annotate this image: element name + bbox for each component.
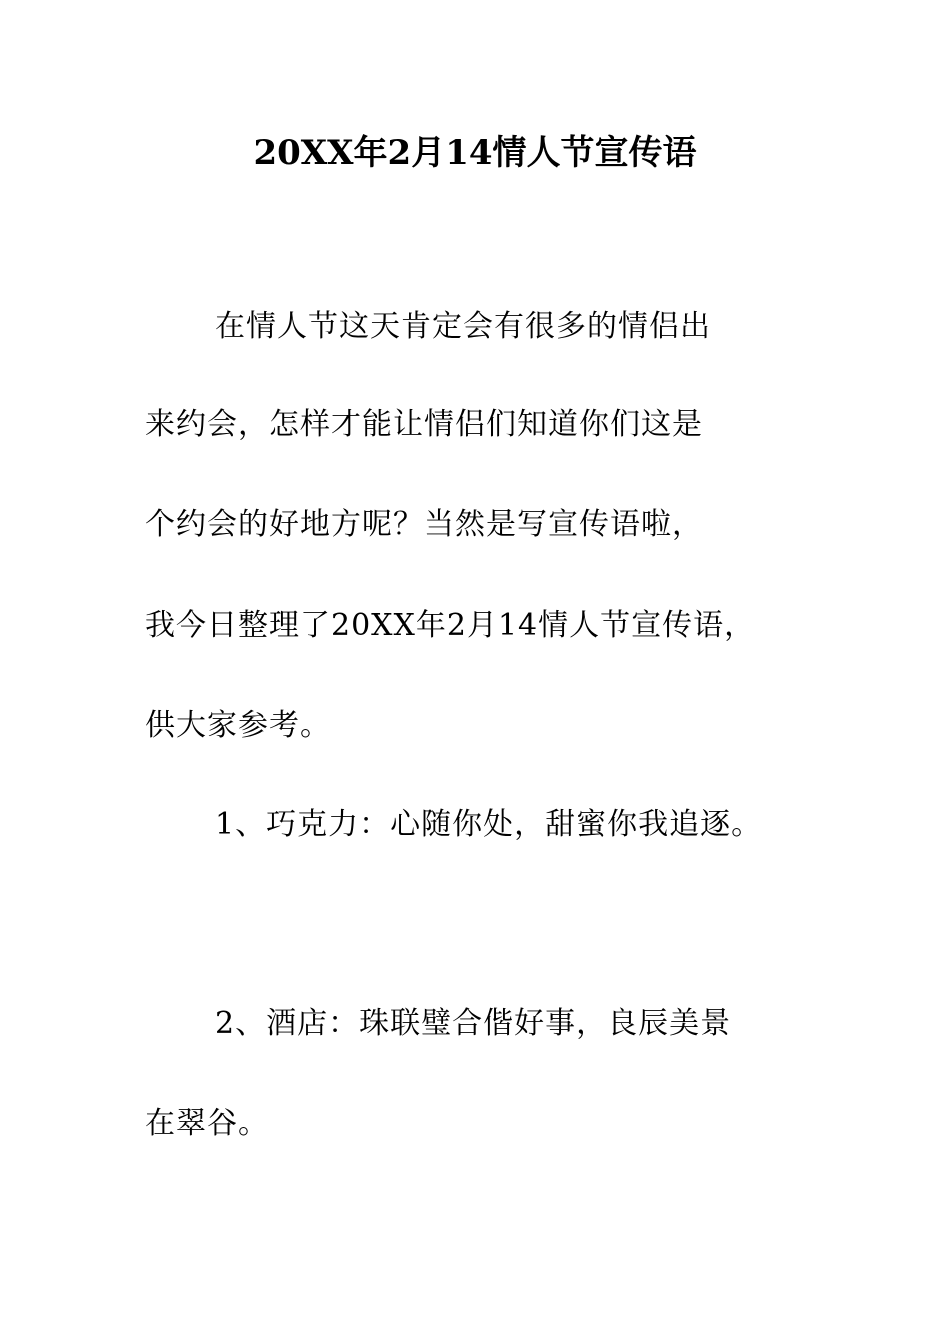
document-title: 20XX年2月14情人节宣传语 xyxy=(253,133,697,173)
intro-line-4: 我今日整理了20XX年2月14情人节宣传语， xyxy=(145,608,756,643)
intro-line-2: 来约会，怎样才能让情侣们知道你们这是 xyxy=(145,407,703,442)
intro-line-5: 供大家参考。 xyxy=(145,708,331,743)
intro-line-3: 个约会的好地方呢？当然是写宣传语啦， xyxy=(145,507,703,542)
slogan-item-2-line-1: 2、酒店：珠联璧合偕好事，良辰美景 xyxy=(215,1006,732,1041)
slogan-item-1: 1、巧克力：心随你处，甜蜜你我追逐。 xyxy=(215,807,763,842)
intro-line-1: 在情人节这天肯定会有很多的情侣出 xyxy=(215,309,711,344)
slogan-item-2-line-2: 在翠谷。 xyxy=(145,1106,269,1141)
